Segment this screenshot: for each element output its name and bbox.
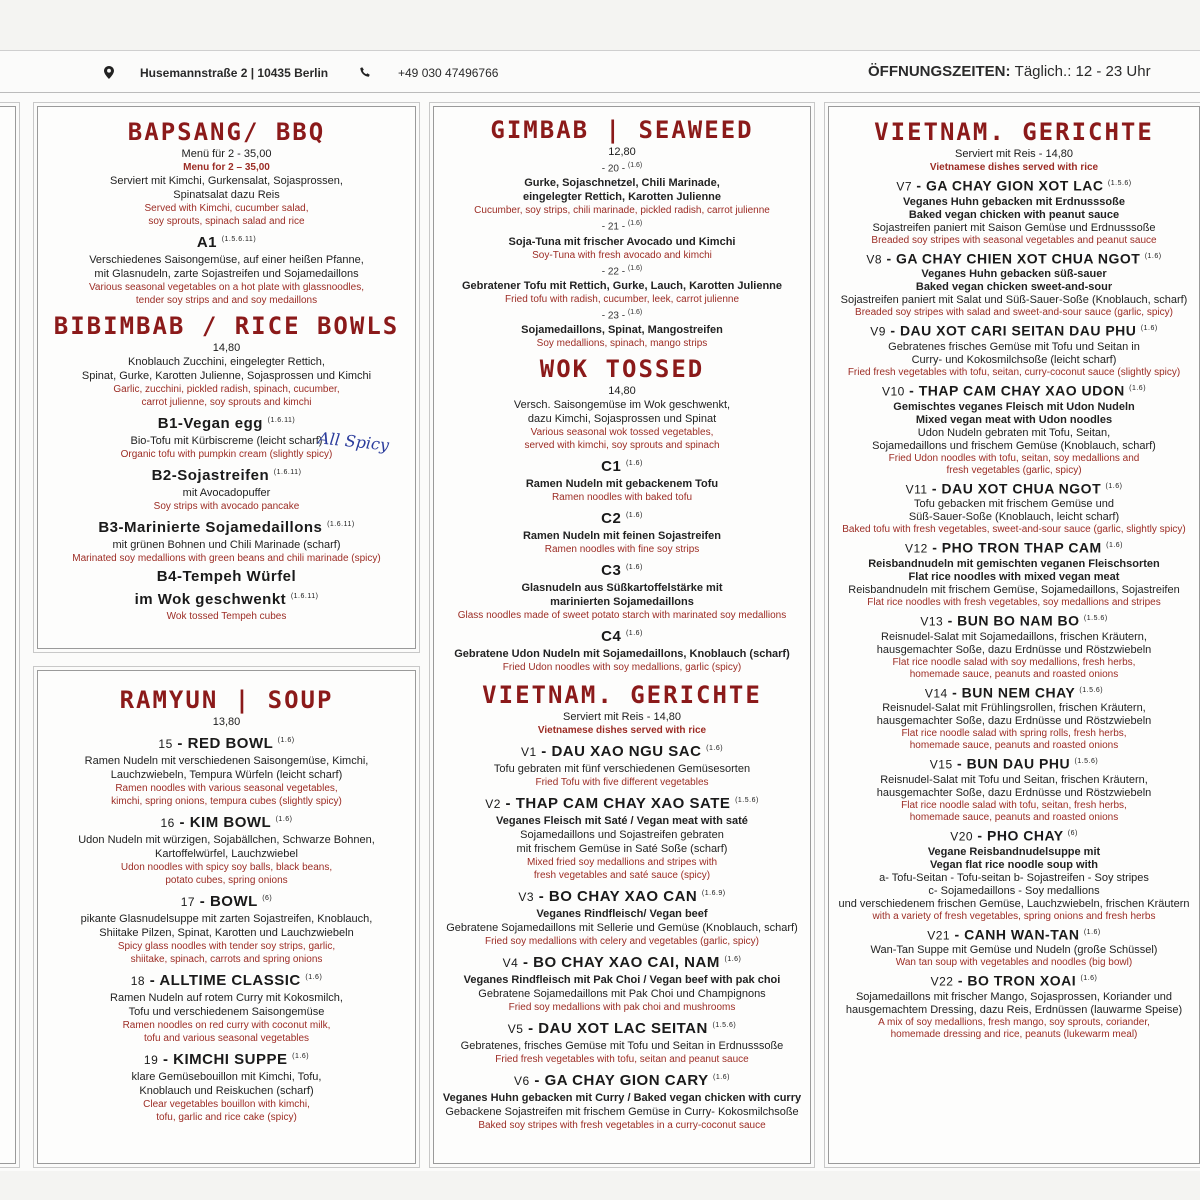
- item-desc-en: homemade sauce, peanuts and roasted onions: [909, 811, 1119, 823]
- item-number: 15: [158, 737, 173, 751]
- section-title-ramyun: RAMYUN | SOUP: [119, 686, 334, 714]
- allergen-codes: (1.5.6): [1079, 686, 1104, 694]
- item-desc-de: Udon Nudeln mit würzigen, Sojabällchen, Schwarze Bohnen,: [78, 834, 375, 846]
- menu-item-a1[interactable]: A1 $^{(1.5.6.11)}$: [196, 234, 257, 251]
- bibimbab-desc-de: Knoblauch Zucchini, eingelegter Rettich, Spinat, Gurke, Karotten Julienne, Sojasprossen und Kimchi: [81, 356, 372, 382]
- item-desc-en: Udon noodles with spicy soy balls, black beans,: [120, 862, 333, 873]
- menu-item-vietnam[interactable]: V10 - THAP CAM CHAY XAO UDON $^{(1.6)}$: [881, 382, 1147, 399]
- item-number: V4: [502, 956, 519, 971]
- item-name: KIM BOWL: [189, 814, 271, 831]
- item-desc-en: Fried Tofu with five different vegetables: [535, 777, 709, 789]
- item-desc-de: Süß-Sauer-Soße (Knoblauch, leicht scharf): [908, 511, 1120, 524]
- section-title-gimbab: GIMBAB | SEAWEED: [490, 116, 754, 144]
- item-desc-en: Ramen noodles with various seasonal vegetables,: [115, 783, 338, 794]
- hours-value: Täglich.: 12 - 23 Uhr: [1014, 63, 1151, 80]
- item-desc-en: Ramen noodles on red curry with coconut milk,: [122, 1020, 331, 1031]
- item-desc-en: Cucumber, soy strips, chili marinade, pickled radish, carrot julienne: [474, 205, 770, 217]
- item-number: - 22 -: [601, 265, 626, 277]
- item-desc-de: Reisbandnudeln mit frischem Gemüse, Sojamedaillons, Sojastreifen: [848, 583, 1180, 596]
- menu-item-wok[interactable]: [434, 624, 810, 647]
- item-desc-de: Gebratenes, frisches Gemüse mit Tofu und Seitan in Erdnusssoße: [460, 1040, 784, 1053]
- b3-desc-de: mit grünen Bohnen und Chili Marinade (scharf): [112, 539, 341, 551]
- bapsang-desc-de: Serviert mit Kimchi, Gurkensalat, Sojasprossen, Spinatsalat dazu Reis: [110, 175, 343, 201]
- item-desc-en: Fried soy medallions with celery and vegetables (garlic, spicy): [484, 936, 759, 948]
- item-name: C4: [601, 628, 622, 646]
- item-name: BUN BO NAM BO: [957, 612, 1080, 629]
- item-number: 18: [130, 974, 146, 988]
- item-desc-en: Wan tan soup with vegetables and noodles (big bowl): [895, 957, 1133, 969]
- allergen-codes: (1.6): [627, 264, 643, 272]
- item-desc-de: Sojamedaillons, Spinat, Mangostreifen: [521, 324, 723, 337]
- phone-icon: [360, 65, 371, 79]
- allergen-codes: (1.6): [305, 974, 323, 981]
- bibimbab-price: 14,80: [212, 342, 241, 354]
- item-desc-en: with a variety of fresh vegetables, spring onions and fresh herbs: [872, 910, 1156, 922]
- menu-item-vietnam[interactable]: V1 - DAU XAO NGU SAC $^{(1.6)}$: [520, 743, 724, 761]
- item-name: PHO TRON THAP CAM: [941, 539, 1102, 556]
- item-desc-de: klare Gemüsebouillon mit Kimchi, Tofu,: [131, 1071, 322, 1083]
- item-desc-en: Fried tofu with radish, cucumber, leek, carrot julienne: [505, 293, 739, 305]
- b1-desc-de: Bio-Tofu mit Kürbiscreme (leicht scharf): [130, 435, 323, 447]
- allergen-codes: (6): [262, 895, 273, 902]
- item-desc-de: und verschiedenem frischen Gemüse, Lauchzwiebeln, frischen Kräutern: [838, 897, 1190, 910]
- vietnam-mid-sub-en: Vietnamese dishes served with rice: [537, 725, 707, 737]
- item-desc-de: Tofu gebacken mit frischem Gemüse und: [914, 498, 1114, 511]
- ramyun-list: [38, 731, 415, 1124]
- item-name: GA CHAY GION XOT LAC: [926, 177, 1104, 194]
- item-desc-deb: Baked vegan chicken with peanut sauce: [908, 208, 1120, 221]
- item-number: V10: [881, 384, 905, 399]
- allergen-codes: (1.6): [1144, 252, 1162, 260]
- item-desc-en: fresh vegetables and saté sauce (spicy): [533, 870, 711, 882]
- item-desc-en: A mix of soy medallions, fresh mango, soy sprouts, coriander,: [878, 1016, 1150, 1028]
- item-name: C1: [601, 458, 622, 476]
- item-number: 19: [143, 1053, 159, 1067]
- address[interactable]: Husemannstraße 2 | 10435 Berlin: [140, 66, 329, 80]
- b1-desc-en: Organic tofu with pumpkin cream (slightly spicy): [120, 449, 333, 460]
- item-number: - 23 -: [601, 310, 626, 322]
- item-name: BOWL: [209, 893, 258, 910]
- item-number: - 21 -: [601, 221, 626, 233]
- bibimbab-desc-en: Garlic, zucchini, pickled radish, spinach, cucumber, carrot julienne, soy sprouts and kimchi: [113, 384, 340, 408]
- menu-item-gimbab[interactable]: [434, 159, 810, 176]
- item-desc-de: Glasnudeln aus Süßkartoffelstärke mit: [521, 582, 723, 595]
- item-number: V21: [927, 928, 951, 943]
- item-desc-de: Lauchzwiebeln, Tempura Würfeln (leicht scharf): [110, 769, 343, 781]
- hours-label: ÖFFNUNGSZEITEN:: [868, 63, 1011, 80]
- item-number: V6: [514, 1074, 530, 1089]
- allergen-codes: (1.6): [1106, 542, 1124, 550]
- item-name: DAU XOT CHUA NGOT: [941, 480, 1102, 497]
- phone-number[interactable]: +49 030 47496766: [398, 66, 499, 80]
- allergen-codes: (1.6): [277, 737, 295, 744]
- b2-desc-en: Soy strips with avocado pancake: [153, 501, 300, 512]
- section-title-bapsang: BAPSANG/ BBQ: [127, 118, 326, 146]
- item-number: V3: [518, 890, 535, 905]
- wok-price: 14,80: [608, 385, 636, 398]
- item-desc-en: potato cubes, spring onions: [165, 875, 288, 886]
- item-desc-en: Baked soy stripes with fresh vegetables in a curry-coconut sauce: [478, 1120, 766, 1132]
- menu-item-ramyun[interactable]: 16 - KIM BOWL $^{(1.6)}$: [160, 814, 293, 831]
- item-desc-de: pikante Glasnudelsuppe mit zarten Sojastreifen, Knoblauch,: [80, 913, 373, 925]
- allergen-codes: (1.6): [1083, 928, 1101, 936]
- item-desc-en: Mixed fried soy medallions and stripes with: [526, 857, 718, 869]
- item-desc-en: shiitake, spinach, carrots and spring onions: [130, 954, 323, 965]
- allergen-codes: (1.6): [713, 1074, 730, 1082]
- item-desc-de: hausgemachtem Dressing, dazu Reis, Erdnüssen (lauwarme Speise): [845, 1003, 1183, 1016]
- item-desc-de: Ramen Nudeln auf rotem Curry mit Kokosmilch,: [110, 992, 343, 1004]
- item-desc-en: Glass noodles made of sweet potato starch with marinated soy medallions: [457, 610, 787, 622]
- item-desc-de: Gebratene Sojamedaillons mit Pak Choi und Champignons: [478, 988, 766, 1001]
- vietnam-mid-list: [434, 739, 810, 1132]
- allergen-codes: (1.5.6): [1083, 614, 1108, 622]
- item-desc-deb: Veganes Rindfleisch mit Pak Choi / Vegan beef with pak choi: [463, 974, 781, 987]
- item-desc-en: Ramen noodles with fine soy strips: [544, 544, 700, 556]
- item-name: BO CHAY XAO CAN: [548, 888, 698, 906]
- allergen-codes: (1.6): [1080, 975, 1098, 983]
- item-desc-deb: Veganes Huhn gebacken süß-sauer: [921, 268, 1107, 281]
- wok-list: [434, 454, 810, 674]
- item-desc-en: Fried Udon noodles with soy medallions, garlic (spicy): [502, 662, 742, 674]
- item-desc-de: Gebratener Tofu mit Rettich, Gurke, Lauch, Karotten Julienne: [461, 279, 783, 292]
- item-desc-deb: Veganes Huhn gebacken mit Erdnusssoße: [903, 195, 1125, 208]
- menu-item-ramyun[interactable]: 17 - BOWL $^{(6)}$: [180, 893, 273, 910]
- allergen-codes: (1.6): [1140, 325, 1158, 333]
- location-pin-icon: [104, 65, 114, 79]
- handwritten-note: All Spicy: [317, 428, 391, 455]
- allergen-codes: (1.6): [275, 816, 293, 823]
- item-number: - 20 -: [601, 163, 626, 175]
- item-desc-deb: Mixed vegan meat with Udon noodles: [915, 413, 1113, 426]
- item-desc-de: Ramen Nudeln mit verschiedenen Saisongemüse, Kimchi,: [84, 755, 369, 767]
- menu-item-vietnam[interactable]: V5 - DAU XOT LAC SEITAN $^{(1.5.6)}$: [507, 1020, 737, 1038]
- item-name: ALLTIME CLASSIC: [159, 972, 301, 989]
- allergen-codes: (1.6): [1105, 482, 1123, 490]
- item-name: CANH WAN-TAN: [964, 926, 1080, 943]
- vietnam-right-list: [829, 175, 1199, 1041]
- item-desc-de: Sojamedaillons und Sojastreifen gebraten: [520, 829, 724, 842]
- wok-desc-en: Various seasonal wok tossed vegetables, served with kimchi, soy sprouts and spinach: [524, 427, 720, 452]
- item-desc-en: kimchi, spring onions, tempura cubes (slightly spicy): [111, 796, 342, 807]
- allergen-codes: (1.6): [1129, 384, 1147, 392]
- header-bar: [0, 58, 1200, 93]
- item-desc-mix: c- Sojamedaillons - Soy medallions: [928, 884, 1100, 897]
- item-desc-en: Fried fresh vegetables with tofu, seitan, curry-coconut sauce (slightly spicy): [847, 366, 1181, 378]
- menu-item-vietnam[interactable]: V14 - BUN NEM CHAY $^{(1.5.6)}$: [924, 684, 1104, 701]
- item-desc-de: Gebratenes frisches Gemüse mit Tofu und Seitan in: [888, 340, 1140, 353]
- item-desc-deb: Reisbandnudeln mit gemischten veganen Fleischsorten: [868, 557, 1160, 570]
- item-desc-en: tofu, garlic and rice cake (spicy): [156, 1112, 297, 1123]
- item-desc-de: hausgemachter Soße, dazu Erdnüsse und Röstzwiebeln: [876, 786, 1152, 799]
- item-name: KIMCHI SUPPE: [173, 1051, 288, 1068]
- menu-item-vietnam[interactable]: V7 - GA CHAY GION XOT LAC $^{(1.5.6)}$: [896, 177, 1132, 194]
- item-desc-de: Gebratene Sojamedaillons mit Sellerie und Gemüse (Knoblauch, scharf): [446, 922, 798, 935]
- item-desc-en: Breaded soy stripes with salad and sweet-and-sour sauce (garlic, spicy): [855, 307, 1173, 319]
- allergen-codes: (1.5.6): [1107, 180, 1132, 187]
- item-desc-de: Reisnudel-Salat mit Sojamedaillons, frischen Kräutern,: [881, 630, 1147, 643]
- item-desc-de: eingelegter Rettich, Karotten Julienne: [522, 191, 722, 204]
- item-number: V22: [930, 974, 954, 989]
- menu-item-ramyun[interactable]: 19 - KIMCHI SUPPE $^{(1.6)}$: [143, 1051, 310, 1068]
- item-desc-deb: Baked vegan chicken sweet-and-sour: [915, 281, 1113, 294]
- item-desc-de: Knoblauch und Reiskuchen (scharf): [139, 1085, 314, 1097]
- menu-item-b3[interactable]: B3-Marinierte Sojamedaillons $^{(1.6.11)}$: [98, 519, 355, 536]
- item-desc-de: Gebackene Sojastreifen mit frischem Gemüse in Curry- Kokosmilchsoße: [445, 1106, 799, 1119]
- menu-item-vietnam[interactable]: V12 - PHO TRON THAP CAM $^{(1.6)}$: [904, 539, 1124, 556]
- item-desc-deb: Vegan flat rice noodle soup with: [929, 858, 1099, 871]
- item-desc-deb: Veganes Huhn gebacken mit Curry / Baked vegan chicken with curry: [442, 1092, 802, 1105]
- menu-item-b2[interactable]: B2-Sojastreifen $^{(1.6.11)}$: [151, 467, 302, 484]
- item-desc-de: Ramen Nudeln mit gebackenem Tofu: [525, 478, 719, 491]
- allergen-codes: (1.5.6): [1074, 758, 1099, 766]
- item-desc-deb: Gemischtes veganes Fleisch mit Udon Nudeln: [893, 400, 1135, 413]
- item-number: V14: [924, 686, 948, 701]
- item-desc-de: marinierten Sojamedaillons: [550, 596, 694, 609]
- item-name: BO CHAY XAO CAI, NAM: [533, 954, 720, 972]
- item-number: V2: [485, 797, 501, 812]
- allergen-codes: (1.6): [625, 512, 643, 520]
- item-desc-de: Tofu und verschiedenem Saisongemüse: [128, 1006, 325, 1018]
- item-desc-de: hausgemachter Soße, dazu Erdnüsse und Röstzwiebeln: [876, 715, 1152, 728]
- item-name: GA CHAY CHIEN XOT CHUA NGOT: [896, 250, 1141, 267]
- menu-item-vietnam[interactable]: V22 - BO TRON XOAI $^{(1.6)}$: [930, 972, 1098, 989]
- allergen-codes: (1.6): [625, 460, 643, 468]
- item-name: BO TRON XOAI: [967, 972, 1077, 989]
- allergen-codes: (1.6): [292, 1053, 310, 1060]
- item-number: V7: [896, 179, 913, 194]
- item-desc-deb: Veganes Rindfleisch/ Vegan beef: [536, 908, 708, 921]
- item-desc-deb: Flat rice noodles with mixed vegan meat: [908, 570, 1120, 583]
- item-desc-de: Gurke, Sojaschnetzel, Chili Marinade,: [524, 177, 720, 190]
- item-desc-de: Wan-Tan Suppe mit Gemüse und Nudeln (große Schüssel): [870, 944, 1158, 957]
- ramyun-panel: [37, 670, 416, 1164]
- item-name: RED BOWL: [187, 735, 273, 752]
- menu-item-wok[interactable]: [434, 558, 810, 581]
- section-title-bibimbab: BIBIMBAB / RICE BOWLS: [53, 312, 400, 340]
- item-desc-de: Shiitake Pilzen, Spinat, Karotten und Lauchzwiebeln: [99, 927, 354, 939]
- gimbab-price: 12,80: [608, 146, 636, 158]
- vietnam-right-sub-en: Vietnamese dishes served with rice: [929, 162, 1099, 173]
- item-name: THAP CAM CHAY XAO SATE: [515, 795, 731, 813]
- item-desc-en: tofu and various seasonal vegetables: [143, 1033, 310, 1044]
- item-desc-en: Flat rice noodle salad with spring rolls, fresh herbs,: [901, 728, 1127, 740]
- item-desc-de: Gebratene Udon Nudeln mit Sojamedaillons, Knoblauch (scharf): [454, 648, 790, 661]
- menu-item-wok[interactable]: [434, 506, 810, 529]
- item-number: V20: [950, 829, 974, 844]
- item-desc-de: Soja-Tuna mit frischer Avocado und Kimchi: [508, 235, 736, 248]
- menu-item-vietnam[interactable]: V13 - BUN BO NAM BO $^{(1.5.6)}$: [920, 612, 1108, 629]
- allergen-codes: (1.6): [625, 630, 643, 638]
- item-number: V15: [929, 757, 953, 772]
- item-desc-de: mit frischem Gemüse in Saté Soße (scharf): [516, 843, 728, 856]
- allergen-codes: (1.6): [706, 745, 724, 753]
- item-desc-deb: Vegane Reisbandnudelsuppe mit: [927, 845, 1101, 858]
- menu-item-vietnam[interactable]: V8 - GA CHAY CHIEN XOT CHUA NGOT $^{(1.6)}$: [866, 250, 1162, 267]
- item-desc-de: Kartoffelwürfel, Lauchzwiebel: [155, 848, 298, 860]
- item-desc-en: homemade sauce, peanuts and roasted onions: [909, 740, 1119, 752]
- item-number: V13: [920, 614, 944, 629]
- item-name: DAU XOT CARI SEITAN DAU PHU: [899, 322, 1137, 339]
- bapsang-price-en: Menu for 2 – 35,00: [183, 162, 270, 173]
- menu-item-vietnam[interactable]: V11 - DAU XOT CHUA NGOT $^{(1.6)}$: [905, 480, 1123, 497]
- item-desc-en: Fried soy medallions with pak choi and mushrooms: [508, 1002, 736, 1014]
- a1-desc-de: Verschiedenes Saisongemüse, auf einer heißen Pfanne, mit Glasnudeln, zarte Sojastreifen und Sojamedaillons: [89, 254, 364, 280]
- item-number: V5: [507, 1022, 524, 1037]
- item-desc-de: Ramen Nudeln mit feinen Sojastreifen: [522, 530, 722, 543]
- item-desc-en: Ramen noodles with baked tofu: [551, 492, 693, 504]
- bapsang-bibimbab-panel: [37, 106, 416, 649]
- item-number: V11: [905, 482, 928, 497]
- section-title-vietnam-right: VIETNAM. GERICHTE: [874, 118, 1154, 146]
- menu-item-vietnam[interactable]: V2 - THAP CAM CHAY XAO SATE $^{(1.5.6)}$: [485, 795, 759, 813]
- item-number: V1: [520, 745, 537, 760]
- allergen-codes: (1.6): [627, 220, 643, 228]
- item-desc-en: Soy-Tuna with fresh avocado and kimchi: [532, 249, 712, 261]
- allergen-codes: (6): [1067, 829, 1078, 837]
- item-desc-de: Curry- und Kokosmilchsoße (leicht scharf): [911, 353, 1117, 366]
- menu-item-ramyun[interactable]: 18 - ALLTIME CLASSIC $^{(1.6)}$: [130, 972, 323, 989]
- item-name: DAU XAO NGU SAC: [551, 743, 702, 761]
- item-desc-de: Sojastreifen paniert mit Salat und Süß-Sauer-Soße (Knoblauch, scharf): [840, 294, 1188, 307]
- menu-item-gimbab[interactable]: [434, 306, 810, 323]
- bapsang-price-de: Menü für 2 - 35,00: [181, 148, 272, 160]
- section-title-wok: WOK TOSSED: [539, 355, 705, 384]
- menu-item-vietnam[interactable]: V6 - GA CHAY GION CARY $^{(1.6)}$: [514, 1072, 730, 1090]
- item-number: V8: [866, 252, 883, 267]
- b2-desc-de: mit Avocadopuffer: [182, 487, 271, 499]
- ramyun-price: 13,80: [212, 716, 241, 728]
- item-name: PHO CHAY: [987, 827, 1064, 844]
- item-name: DAU XOT LAC SEITAN: [538, 1020, 708, 1038]
- allergen-codes: (1.6): [724, 956, 742, 964]
- item-desc-deb: Veganes Fleisch mit Saté / Vegan meat with saté: [496, 815, 748, 828]
- item-desc-de: Sojastreifen paniert mit Saison Gemüse und Erdnusssoße: [872, 221, 1156, 234]
- item-desc-en: Flat rice noodle salad with tofu, seitan, fresh herbs,: [901, 799, 1127, 811]
- b4-desc-en: Wok tossed Tempeh cubes: [166, 611, 287, 622]
- vietnam-right-panel: [828, 106, 1200, 1164]
- item-number: 16: [160, 816, 175, 830]
- allergen-codes: (1.6): [627, 308, 643, 316]
- menu-item-vietnam[interactable]: V15 - BUN DAU PHU $^{(1.5.6)}$: [929, 755, 1099, 772]
- left-edge-panel: [0, 106, 16, 1164]
- item-desc-en: Soy medallions, spinach, mango strips: [536, 338, 708, 350]
- menu-item-vietnam[interactable]: V9 - DAU XOT CARI SEITAN DAU PHU $^{(1.6)}$: [870, 322, 1158, 339]
- item-desc-en: fresh vegetables (garlic, spicy): [946, 464, 1082, 476]
- opening-hours: [868, 63, 1151, 80]
- item-desc-en: homemade dressing and rice, peanuts (lukewarm meal): [890, 1028, 1138, 1040]
- b3-desc-en: Marinated soy medallions with green beans and chili marinade (spicy): [72, 553, 381, 564]
- item-name: THAP CAM CHAY XAO UDON: [918, 382, 1125, 399]
- item-desc-en: homemade sauce, peanuts and roasted onions: [909, 668, 1119, 680]
- wok-desc-de: Versch. Saisongemüse im Wok geschwenkt, dazu Kimchi, Sojasprossen und Spinat: [513, 399, 731, 426]
- item-desc-de: Sojamedaillons mit frischer Mango, Sojasprossen, Koriander und: [855, 990, 1173, 1003]
- allergen-codes: (1.6): [625, 564, 643, 572]
- item-desc-de: Sojamedaillons und frischem Gemüse (Knoblauch, scharf): [872, 439, 1156, 452]
- gimbab-list: [434, 159, 810, 350]
- menu-item-vietnam[interactable]: V21 - CANH WAN-TAN $^{(1.6)}$: [927, 926, 1101, 943]
- menu-item-gimbab[interactable]: [434, 217, 810, 234]
- menu-item-vietnam[interactable]: V20 - PHO CHAY $^{(6)}$: [950, 827, 1078, 844]
- item-name: C2: [601, 510, 622, 528]
- item-desc-de: Udon Nudeln gebraten mit Tofu, Seitan,: [917, 426, 1111, 439]
- item-desc-en: Fried fresh vegetables with tofu, seitan and peanut sauce: [495, 1054, 749, 1066]
- vietnam-mid-sub-de: Serviert mit Reis - 14,80: [563, 711, 681, 724]
- menu-item-vietnam[interactable]: V4 - BO CHAY XAO CAI, NAM $^{(1.6)}$: [502, 954, 742, 972]
- allergen-codes: (1.5.6): [712, 1022, 737, 1030]
- item-desc-de: Reisnudel-Salat mit Tofu und Seitan, frischen Kräutern,: [880, 773, 1148, 786]
- bapsang-desc-en: Served with Kimchi, cucumber salad, soy sprouts, spinach salad and rice: [144, 203, 309, 227]
- item-name: BUN DAU PHU: [966, 755, 1071, 772]
- section-title-vietnam-mid: VIETNAM. GERICHTE: [482, 681, 762, 710]
- item-name: C3: [601, 562, 622, 580]
- item-desc-mix: a- Tofu-Seitan - Tofu-seitan b- Sojastreifen - Soy stripes: [879, 871, 1149, 884]
- item-desc-de: Tofu gebraten mit fünf verschiedenen Gemüsesorten: [493, 763, 751, 776]
- item-desc-en: Clear vegetables bouillon with kimchi,: [143, 1099, 310, 1110]
- vietnam-right-sub-de: Serviert mit Reis - 14,80: [955, 148, 1073, 160]
- item-desc-en: Baked tofu with fresh vegetables, sweet-and-sour sauce (garlic, slightly spicy): [842, 524, 1186, 536]
- item-desc-de: hausgemachter Soße, dazu Erdnüsse und Röstzwiebeln: [876, 643, 1152, 656]
- menu-item-b1[interactable]: B1-Vegan egg $^{(1.6.11)}$: [157, 415, 296, 432]
- menu-item-vietnam[interactable]: V3 - BO CHAY XAO CAN $^{(1.6.9)}$: [518, 888, 726, 906]
- item-name: BUN NEM CHAY: [961, 684, 1076, 701]
- item-desc-en: Fried Udon noodles with tofu, seitan, soy medallions and: [888, 452, 1140, 464]
- item-desc-de: Reisnudel-Salat mit Frühlingsrollen, frischen Kräutern,: [882, 702, 1146, 715]
- item-desc-en: Flat rice noodles with fresh vegetables, soy medallions and stripes: [867, 596, 1161, 608]
- allergen-codes: (1.5.6): [735, 797, 759, 805]
- item-number: 17: [180, 895, 196, 909]
- item-desc-en: Breaded soy stripes with seasonal vegetables and peanut sauce: [871, 234, 1157, 246]
- allergen-codes: (1.6.9): [701, 890, 726, 898]
- a1-desc-en: Various seasonal vegetables on a hot plate with glassnoodles, tender soy strips and and soy medaillons: [89, 282, 364, 306]
- menu-item-wok[interactable]: [434, 454, 810, 477]
- gimbab-wok-vietnam-panel: [433, 106, 811, 1164]
- menu-item-ramyun[interactable]: 15 - RED BOWL $^{(1.6)}$: [158, 735, 295, 752]
- menu-item-b4[interactable]: B4-Tempeh Würfel im Wok geschwenkt $^{(1.6.11)}$: [134, 568, 319, 608]
- item-desc-en: Flat rice noodle salad with soy medallions, fresh herbs,: [892, 656, 1136, 668]
- menu-item-gimbab[interactable]: [434, 262, 810, 279]
- item-number: V12: [904, 541, 928, 556]
- allergen-codes: (1.6): [627, 162, 643, 169]
- item-desc-en: Spicy glass noodles with tender soy strips, garlic,: [117, 941, 336, 952]
- item-name: GA CHAY GION CARY: [544, 1072, 709, 1090]
- item-number: V9: [870, 324, 886, 339]
